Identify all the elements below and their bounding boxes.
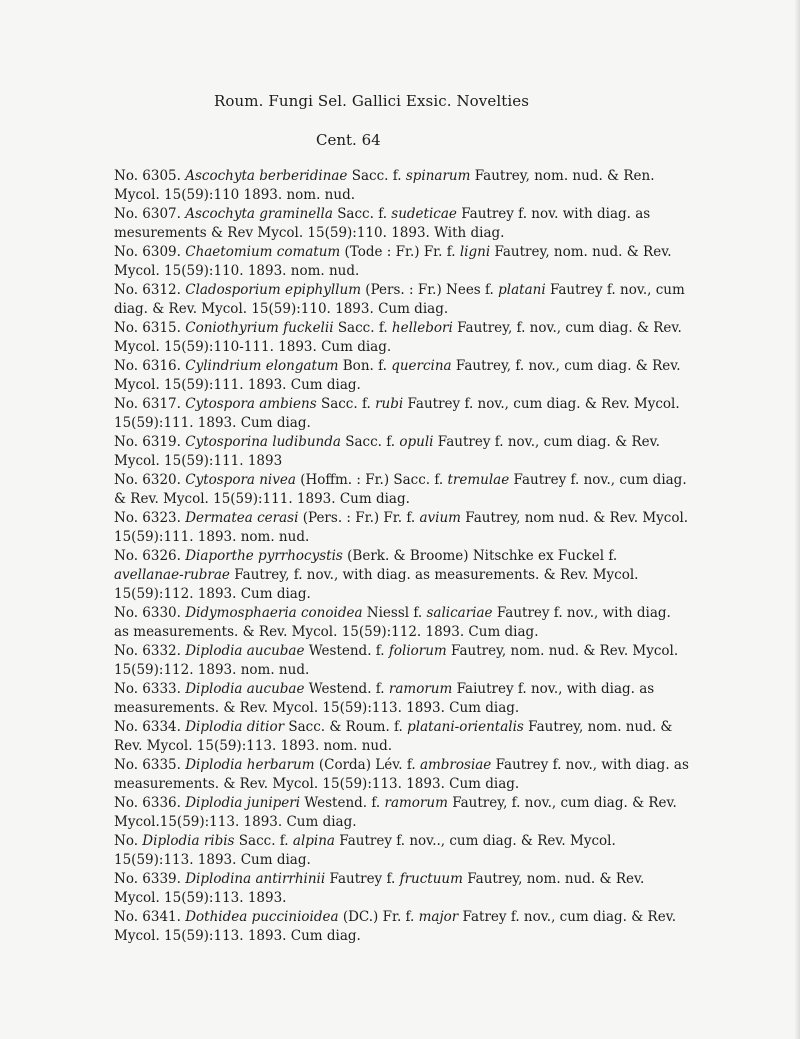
authority: Niessl f.	[366, 605, 423, 621]
entry-number: No. 6333.	[114, 681, 181, 697]
form-name: quercina	[391, 358, 452, 374]
form-name: tremulae	[447, 472, 510, 488]
authority: Sacc. f.	[337, 206, 387, 222]
citation: Fautrey, nom. nud. & Ren. Mycol. 15(59):110 1893. nom. nud.	[114, 168, 655, 203]
entry-number: No. 6305.	[114, 168, 181, 184]
authority: (Hoffm. : Fr.) Sacc. f.	[300, 472, 444, 488]
species-name: Diaporthe pyrrhocystis	[185, 548, 343, 564]
entry-number: No. 6320.	[114, 472, 181, 488]
form-name: alpina	[292, 833, 335, 849]
species-name: Cytosporina ludibunda	[185, 434, 341, 450]
entry	[114, 832, 689, 870]
document-title: Roum. Fungi Sel. Gallici Exsic. Novelties	[214, 92, 530, 110]
species-name: Coniothyrium fuckelii	[185, 320, 334, 336]
entry-number: No. 6312.	[114, 282, 181, 298]
form-name: hellebori	[391, 320, 453, 336]
form-name: platani	[498, 282, 546, 298]
entry-number: No. 6316.	[114, 358, 181, 374]
entry	[114, 908, 689, 946]
entry	[114, 205, 689, 243]
entry	[114, 433, 689, 471]
citation: Fautrey f. nov., with diag. as measurements. & Rev. Mycol. 15(59):113. 1893. Cum diag.	[114, 757, 689, 792]
form-name: opuli	[399, 434, 434, 450]
citation: Fautrey, nom. nud. & Rev. Mycol. 15(59):112. 1893. nom. nud.	[114, 643, 679, 678]
citation: Fautrey f. nov., cum diag. & Rev. Mycol. 15(59):111. 1893	[114, 434, 660, 469]
form-name: foliorum	[388, 643, 447, 659]
citation: Fautrey f. nov., with diag. as measurements. & Rev. Mycol. 15(59):112. 1893. Cum diag.	[114, 605, 671, 640]
form-name: major	[418, 909, 459, 925]
authority: (Corda) Lév. f.	[318, 757, 416, 773]
authority: Westend. f.	[304, 795, 381, 811]
citation: Fautrey, nom. nud. & Rev. Mycol. 15(59):110. 1893. nom. nud.	[114, 244, 672, 279]
form-name: ambrosiae	[419, 757, 492, 773]
species-name: Diplodia ribis	[142, 833, 235, 849]
page-edge-shadow	[794, 0, 800, 1039]
species-name: Diplodia herbarum	[185, 757, 315, 773]
entry	[114, 357, 689, 395]
species-name: Diplodia juniperi	[185, 795, 301, 811]
entry-number: No. 6326.	[114, 548, 181, 564]
entry-list	[114, 167, 689, 946]
authority: (Pers. : Fr.) Fr. f.	[302, 510, 416, 526]
authority: Sacc. f.	[351, 168, 402, 184]
entry-number: No. 6332.	[114, 643, 181, 659]
species-name: Ascochyta graminella	[185, 206, 333, 222]
species-name: Diplodina antirrhinii	[185, 871, 326, 887]
entry	[114, 718, 689, 756]
citation: Fautrey, f. nov., cum diag. & Rev. Mycol. 15(59):110-111. 1893. Cum diag.	[114, 320, 682, 355]
citation: Fautrey, nom. nud. & Rev. Mycol. 15(59):113. 1893.	[114, 871, 645, 906]
document-subtitle: Cent. 64	[316, 131, 381, 149]
entry	[114, 794, 689, 832]
form-name: ligni	[459, 244, 491, 260]
entry-number: No. 6330.	[114, 605, 181, 621]
authority: Westend. f.	[308, 681, 385, 697]
citation: Fautrey f. nov. with diag. as mesurements & Rev Mycol. 15(59):110. 1893. With diag.	[114, 206, 651, 241]
species-name: Didymosphaeria conoidea	[185, 605, 363, 621]
form-name: ramorum	[388, 681, 453, 697]
entry-number: No. 6317.	[114, 396, 181, 412]
entry	[114, 167, 689, 205]
citation: Fautrey f. nov.., cum diag. & Rev. Mycol. 15(59):113. 1893. Cum diag.	[114, 833, 616, 868]
form-name: platani-orientalis	[407, 719, 524, 735]
form-name: ramorum	[384, 795, 448, 811]
entry-number: No. 6315.	[114, 320, 181, 336]
entry-number: No. 6335.	[114, 757, 181, 773]
authority: Sacc. f.	[238, 833, 289, 849]
entry	[114, 471, 689, 509]
form-name: salicariae	[426, 605, 493, 621]
entry	[114, 870, 689, 908]
species-name: Dermatea cerasi	[185, 510, 299, 526]
species-name: Diplodia aucubae	[185, 643, 305, 659]
form-name: spinarum	[405, 168, 471, 184]
entry	[114, 509, 689, 547]
entry	[114, 604, 689, 642]
authority: Sacc. & Roum. f.	[288, 719, 403, 735]
authority: Fautrey f.	[329, 871, 396, 887]
entry	[114, 281, 689, 319]
form-name: fructuum	[399, 871, 463, 887]
entry-number: No. 6339.	[114, 871, 181, 887]
form-name: sudeticae	[391, 206, 457, 222]
citation: Fautrey, f. nov., cum diag. & Rev. Mycol.15(59):113. 1893. Cum diag.	[114, 795, 677, 830]
authority: (Pers. : Fr.) Nees f.	[365, 282, 494, 298]
species-name: Diplodia ditior	[185, 719, 285, 735]
entry-number: No. 6309.	[114, 244, 181, 260]
form-name: avellanae-rubrae	[114, 567, 230, 583]
entry	[114, 680, 689, 718]
authority: Westend. f.	[308, 643, 385, 659]
authority: Sacc. f.	[337, 320, 388, 336]
authority: (Tode : Fr.) Fr. f.	[344, 244, 456, 260]
citation: Fautrey, f. nov., with diag. as measurements. & Rev. Mycol. 15(59):112. 1893. Cum diag.	[114, 567, 639, 602]
authority: Bon. f.	[342, 358, 387, 374]
entry	[114, 319, 689, 357]
species-name: Chaetomium comatum	[185, 244, 341, 260]
citation: Fautrey, nom. nud. & Rev. Mycol. 15(59):113. 1893. nom. nud.	[114, 719, 673, 754]
species-name: Ascochyta berberidinae	[185, 168, 348, 184]
entry	[114, 243, 689, 281]
citation: Fautrey f. nov., cum diag. & Rev. Mycol. 15(59):111. 1893. Cum diag.	[114, 396, 680, 431]
entry-number: No. 6323.	[114, 510, 181, 526]
citation: Fautrey f. nov., cum diag. & Rev. Mycol. 15(59):110. 1893. Cum diag.	[114, 282, 685, 317]
entry-number: No. 6336.	[114, 795, 181, 811]
entry-number: No. 6307.	[114, 206, 181, 222]
entry-number: No. 6319.	[114, 434, 181, 450]
authority: (DC.) Fr. f.	[342, 909, 415, 925]
entry-number: No.	[114, 833, 138, 849]
authority: Sacc. f.	[345, 434, 396, 450]
citation: Fautrey, f. nov., cum diag. & Rev. Mycol. 15(59):111. 1893. Cum diag.	[114, 358, 681, 393]
citation: Fautrey f. nov., cum diag. & Rev. Mycol. 15(59):111. 1893. Cum diag.	[114, 472, 687, 507]
entry	[114, 395, 689, 433]
entry-number: No. 6334.	[114, 719, 181, 735]
form-name: rubi	[375, 396, 404, 412]
species-name: Diplodia aucubae	[185, 681, 305, 697]
species-name: Cytospora nivea	[185, 472, 296, 488]
form-name: avium	[419, 510, 461, 526]
species-name: Cytospora ambiens	[185, 396, 317, 412]
species-name: Cylindrium elongatum	[185, 358, 339, 374]
entry-number: No. 6341.	[114, 909, 181, 925]
entry	[114, 756, 689, 794]
citation: Fautrey, nom nud. & Rev. Mycol. 15(59):111. 1893. nom. nud.	[114, 510, 689, 545]
citation: Faiutrey f. nov., with diag. as measurements. & Rev. Mycol. 15(59):113. 1893. Cum diag.	[114, 681, 655, 716]
species-name: Cladosporium epiphyllum	[185, 282, 361, 298]
authority: Sacc. f.	[320, 396, 371, 412]
citation: Fatrey f. nov., cum diag. & Rev. Mycol. 15(59):113. 1893. Cum diag.	[114, 909, 677, 944]
entry	[114, 547, 689, 604]
authority: (Berk. & Broome) Nitschke ex Fuckel f.	[347, 548, 618, 564]
entry	[114, 642, 689, 680]
species-name: Dothidea puccinioidea	[185, 909, 339, 925]
